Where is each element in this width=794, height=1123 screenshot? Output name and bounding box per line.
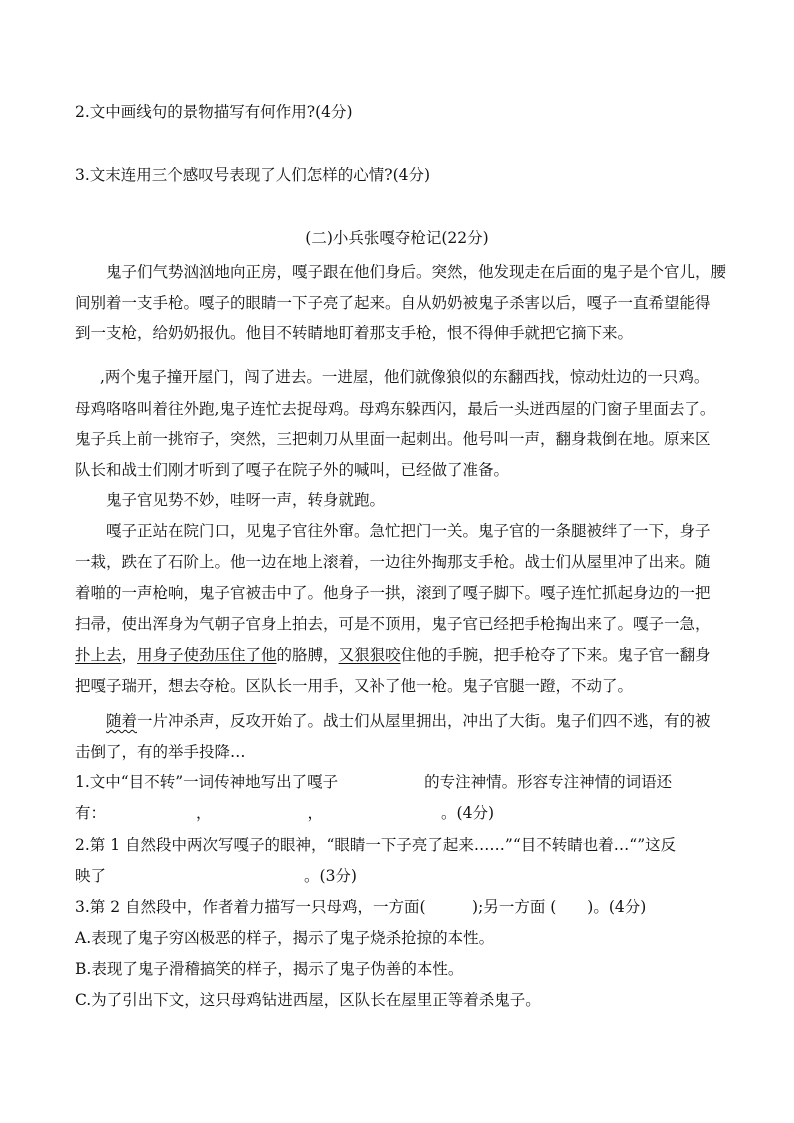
passage-line: 到一支枪，给奶奶报仇。他目不转睛地盯着那支手枪，恨不得伸手就把它摘下来。 [75, 324, 634, 342]
question-2-line: 2.第 1 自然段中两次写嘎子的眼神，“眼睛一下子亮了起来……”“目不转睛也着…“”这反 [75, 836, 677, 854]
underlined-phrase: 扑上去 [75, 646, 122, 664]
text-fragment: 。(3分) [304, 867, 357, 885]
text-fragment: 一片冲杀声，反攻开始了。战士们从屋里拥出，冲出了大街。鬼子们四不逃，有的被 [137, 712, 711, 730]
passage-line: 间别着一支手枪。嘎子的眼睛一下子亮了起来。自从奶奶被鬼子杀害以后，嘎子一直希望能得 [75, 294, 711, 312]
passage-line [106, 711, 711, 731]
question-1-line [75, 803, 494, 823]
text-fragment: 。(4分) [441, 804, 495, 822]
section-title: (二)小兵张嘎夺枪记(22分) [305, 229, 489, 247]
text-fragment: 映了 [75, 867, 107, 885]
text-fragment: 的胳膊， [276, 646, 339, 664]
text-fragment: ， [307, 804, 324, 822]
passage-line: 扫帚，使出浑身为气朝子官身上拍去，可是不顶用，鬼子官已经把手枪掏出来了。嘎子一急， [75, 615, 711, 633]
text-fragment: ， [121, 646, 138, 664]
underlined-phrase: 用身子使劲压住了他 [137, 646, 277, 664]
text-fragment: ， [196, 804, 212, 822]
passage-line: 鬼子们气势汹汹地向正房，嘎子跟在他们身后。突然，他发现走在后面的鬼子是个官儿，腰 [106, 263, 727, 281]
option-c: C.为了引出下文，这只母鸡钻进西屋，区队长在屋里正等着杀鬼子。 [75, 991, 541, 1009]
passage-line: 击倒了，有的举手投降… [75, 743, 246, 761]
question-3-line: 3.第 2 自然段中，作者着力描写一只母鸡，一方面( );另一方面 ( )。(4分) [75, 898, 647, 916]
passage-line: 母鸡咯咯叫着往外跑,鬼子连忙去捉母鸡。母鸡东躲西闪，最后一头迸西屋的门窗子里面去了。 [75, 400, 716, 418]
option-b: B.表现了鬼子滑稽搞笑的样子，揭示了鬼子伪善的本性。 [75, 960, 464, 978]
passage-line: 着啪的一声枪响，鬼子官被击中了。他身子一拱，滚到了嘎子脚下。嘎子连忙抓起身边的一把 [75, 584, 711, 602]
question-1-line [75, 772, 672, 792]
question-3-top: 3.文末连用三个感叹号表现了人们怎样的心情?(4分) [75, 166, 431, 184]
question-2-top: 2.文中画线句的景物描写有何作用?(4分) [75, 103, 353, 121]
passage-line: 鬼子兵上前一挑帘子，突然，三把刺刀从里面一起刺出。他号叫一声，翻身栽倒在地。原来区 [75, 430, 711, 448]
passage-line: 鬼子官见势不妙，哇呀一声，转身就跑。 [106, 491, 386, 509]
text-fragment: 有： [75, 804, 107, 822]
wavy-underlined-phrase: 随着 [106, 712, 138, 730]
option-a: A.表现了鬼子穷凶极恶的样子，揭示了鬼子烧杀抢掠的本性。 [75, 929, 495, 947]
passage-line: 嘎子正站在院门口，见鬼子官往外窜。急忙把门一关。鬼子官的一条腿被绊了一下，身子 [106, 522, 711, 540]
text-fragment: 住他的手腕，把手枪夺了下来。鬼子官一翻身 [400, 646, 711, 664]
text-fragment: 的专注神情。形容专注神情的词语还 [424, 773, 673, 791]
passage-line: 一栽，跌在了石阶上。他一边在地上滚着，一边往外掏那支手枪。战士们从屋里冲了出来。随 [75, 553, 711, 571]
text-fragment: 1.文中“目不转”一词传神地写出了嘎子 [75, 773, 339, 791]
passage-line: 把嘎子瑞开，想去夺枪。区队长一用手，又补了他一枪。鬼子官腿一蹬，不动了。 [75, 677, 634, 695]
underlined-phrase: 又狠狠咬 [338, 646, 401, 664]
passage-line-underlined [75, 645, 711, 665]
passage-line: 队长和战士们刚才听到了嘎子在院子外的喊叫，已经做了准备。 [75, 461, 510, 479]
question-2-line [75, 866, 357, 886]
passage-line: ,两个鬼子撞开屋门，闯了进去。一进屋，他们就像狼似的东翻西找，惊动灶边的一只鸡。 [100, 368, 710, 386]
